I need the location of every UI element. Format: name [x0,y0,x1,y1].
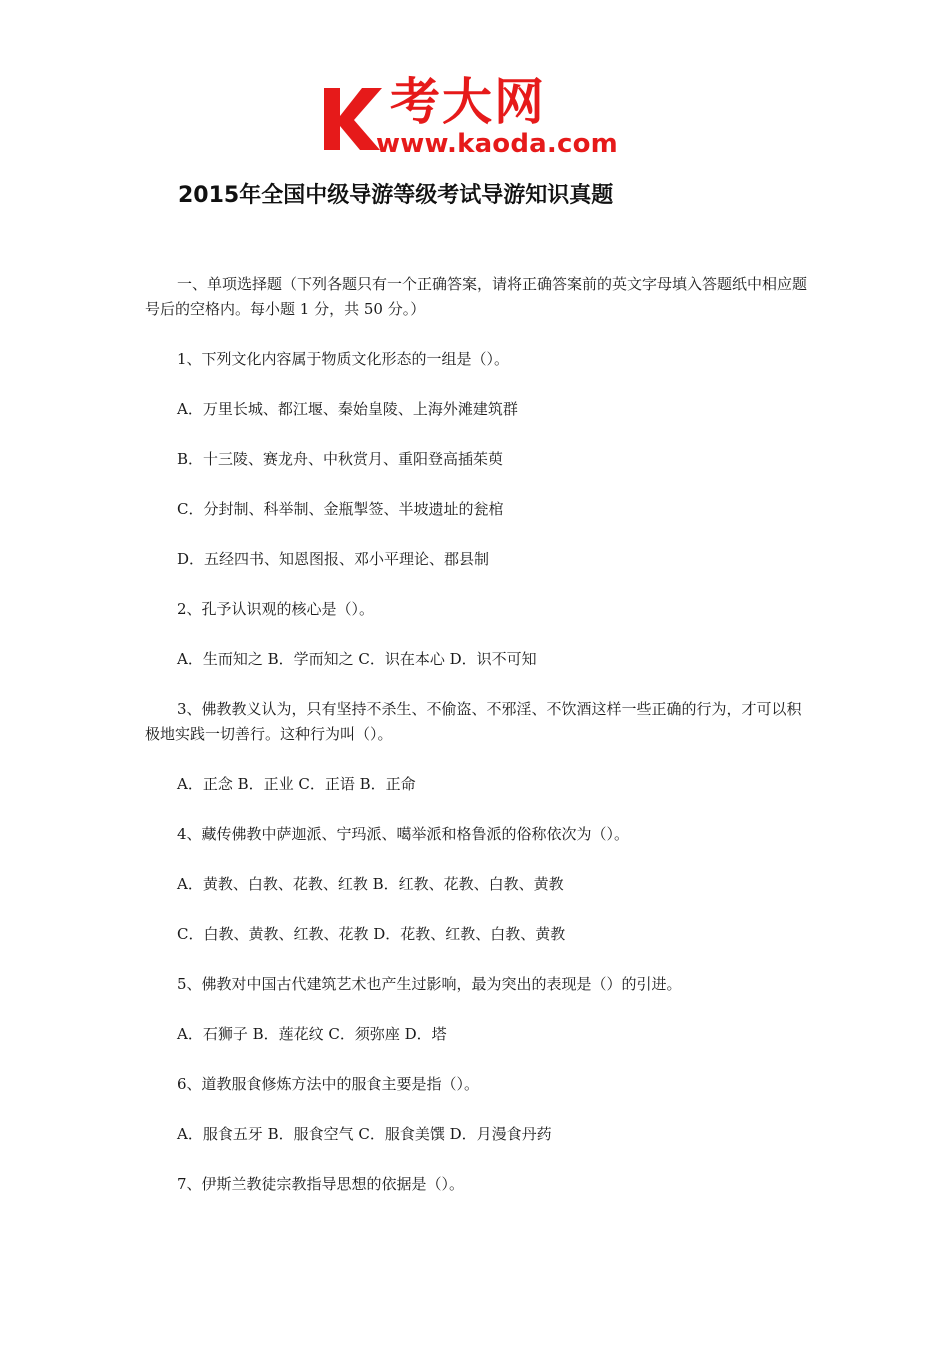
question-5-options: A．石狮子 B．莲花纹 C．须弥座 D．塔 [177,1025,447,1043]
question-6-options: A．服食五牙 B．服食空气 C．服食美馔 D．月漫食丹药 [177,1125,552,1143]
question-1-option-d: D．五经四书、知恩图报、邓小平理论、郡县制 [177,550,490,568]
question-2-options: A．生而知之 B．学而知之 C．识在本心 D．识不可知 [177,650,537,668]
question-7: 7、伊斯兰教徒宗教指导思想的依据是（）。 [177,1175,465,1193]
kaoda-logo [318,73,640,162]
question-3: 3、佛教教义认为，只有坚持不杀生、不偷盗、不邪淫、不饮酒这样一些正确的行为，才可以积极地实践一切善行。这种行为叫（）。 [145,700,802,743]
logo-name: 考大网 [390,73,546,131]
question-1-option-c: C．分封制、科举制、金瓶掣签、半坡遗址的瓮棺 [177,500,504,518]
document-body [145,272,807,1222]
question-2: 2、孔予认识观的核心是（）。 [177,600,375,618]
question-3-options: A．正念 B．正业 C．正语 B．正命 [177,775,416,793]
page-title: 2015年全国中级导游等级考试导游知识真题 [178,183,614,208]
question-4-options-cd: C．白教、黄教、红教、花教 D．花教、红教、白教、黄教 [177,925,566,943]
logo-url[interactable]: www.kaoda.com [376,129,618,159]
question-4: 4、藏传佛教中萨迦派、宁玛派、噶举派和格鲁派的俗称依次为（）。 [177,825,630,843]
question-5: 5、佛教对中国古代建筑艺术也产生过影响，最为突出的表现是（）的引进。 [177,975,682,993]
question-4-options-ab: A．黄教、白教、花教、红教 B．红教、花教、白教、黄教 [177,875,564,893]
question-1: 1、下列文化内容属于物质文化形态的一组是（）。 [177,350,510,368]
question-1-option-a: A．万里长城、都江堰、秦始皇陵、上海外滩建筑群 [177,400,518,418]
question-6: 6、道教服食修炼方法中的服食主要是指（）。 [177,1075,480,1093]
question-1-option-b: B．十三陵、赛龙舟、中秋赏月、重阳登高插茱萸 [177,450,504,468]
section-instructions: 一、单项选择题（下列各题只有一个正确答案，请将正确答案前的英文字母填入答题纸中相应题号后的空格内。每小题 1 分，共 50 分。） [145,275,808,318]
